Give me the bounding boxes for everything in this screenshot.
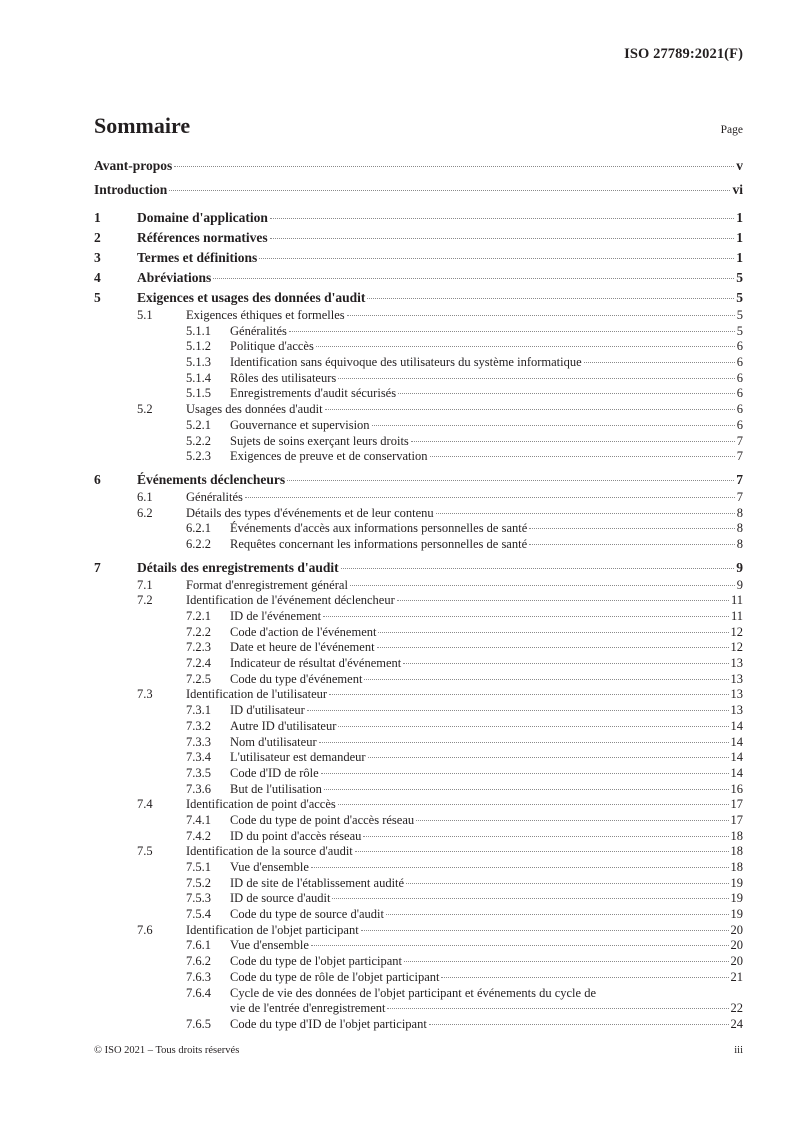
dot-leader bbox=[429, 1024, 729, 1025]
toc-entry-number: 7.2.3 bbox=[186, 640, 211, 655]
toc-entry-number: 5.1.3 bbox=[186, 355, 211, 370]
toc-entry-title: Références normatives bbox=[137, 230, 268, 245]
toc-entry-number: 7.6.3 bbox=[186, 969, 211, 984]
toc-entry-7-1[interactable] bbox=[94, 578, 743, 594]
toc-entry-page: 1 bbox=[736, 250, 743, 265]
toc-entry-page: 20 bbox=[730, 954, 743, 969]
toc-entry-7[interactable] bbox=[94, 558, 743, 578]
toc-entry-6-2[interactable] bbox=[94, 506, 743, 522]
dot-leader bbox=[169, 190, 730, 191]
toc-entry-5-2-3[interactable] bbox=[94, 449, 743, 465]
toc-entry-5-2-1[interactable] bbox=[94, 418, 743, 434]
toc-entry-page: 1 bbox=[736, 230, 743, 245]
toc-entry-title: Format d'enregistrement général bbox=[186, 577, 348, 592]
toc-entry-page: 16 bbox=[730, 781, 743, 796]
table-of-contents bbox=[94, 156, 743, 1033]
toc-entry-title: Autre ID d'utilisateur bbox=[230, 718, 337, 733]
toc-entry-number: 6.2.2 bbox=[186, 536, 211, 551]
toc-entry-7-6-3[interactable] bbox=[94, 970, 743, 986]
toc-entry-title: Introduction bbox=[94, 182, 168, 197]
toc-entry-page: 6 bbox=[736, 339, 743, 354]
dot-leader bbox=[430, 456, 735, 457]
dot-leader bbox=[355, 851, 729, 852]
toc-entry-page: 5 bbox=[736, 308, 743, 322]
dot-leader bbox=[259, 258, 734, 259]
toc-entry-title-line-2: vie de l'entrée d'enregistrement bbox=[230, 1001, 386, 1016]
dot-leader bbox=[289, 331, 735, 332]
toc-entry-title: Indicateur de résultat d'événement bbox=[230, 656, 402, 671]
toc-entry-5-1[interactable] bbox=[94, 308, 743, 324]
page-number: iii bbox=[734, 1045, 743, 1056]
dot-leader bbox=[372, 425, 735, 426]
toc-entry-title: Avant-propos bbox=[94, 158, 173, 173]
toc-entry-number: 6.2.1 bbox=[186, 521, 211, 536]
dot-leader bbox=[441, 977, 728, 978]
toc-entry-number: 5.1.4 bbox=[186, 370, 211, 385]
toc-entry-7-5-1[interactable] bbox=[94, 860, 743, 876]
toc-entry-title: Domaine d'application bbox=[137, 210, 268, 225]
toc-entry-title: ID du point d'accès réseau bbox=[230, 828, 362, 843]
toc-entry-7-2-4[interactable] bbox=[94, 656, 743, 672]
toc-entry-number: 7 bbox=[94, 559, 101, 575]
toc-entry-number: 7.6 bbox=[137, 922, 153, 937]
toc-entry-avant-propos[interactable] bbox=[94, 156, 743, 180]
toc-entry-page: 18 bbox=[730, 844, 743, 859]
toc-entry-5-1-5[interactable] bbox=[94, 386, 743, 402]
toc-entry-title: L'utilisateur est demandeur bbox=[230, 750, 366, 765]
dot-leader bbox=[404, 961, 729, 962]
toc-entry-number: 7.6.1 bbox=[186, 938, 211, 953]
toc-entry-page: 20 bbox=[730, 938, 743, 953]
toc-entry-6-2-1[interactable] bbox=[94, 521, 743, 537]
toc-entry-title: Généralités bbox=[230, 323, 287, 338]
toc-entry-7-3-5[interactable] bbox=[94, 766, 743, 782]
toc-entry-7-2-3[interactable] bbox=[94, 640, 743, 656]
toc-entry-7-4-2[interactable] bbox=[94, 829, 743, 845]
toc-entry-page: 8 bbox=[736, 521, 743, 536]
dot-leader bbox=[321, 773, 729, 774]
dot-leader bbox=[529, 528, 734, 529]
toc-entry-number: 7.3.1 bbox=[186, 703, 211, 718]
toc-entry-5-1-2[interactable] bbox=[94, 339, 743, 355]
toc-entry-title: Détails des enregistrements d'audit bbox=[137, 559, 339, 575]
toc-entry-number: 7.5.1 bbox=[186, 860, 211, 874]
dot-leader bbox=[406, 883, 728, 884]
toc-entry-page: 19 bbox=[730, 875, 743, 890]
toc-entry-5-1-4[interactable] bbox=[94, 371, 743, 387]
toc-entry-page: 8 bbox=[736, 505, 743, 520]
toc-entry-7-5-3[interactable] bbox=[94, 891, 743, 907]
toc-entry-title: Généralités bbox=[186, 489, 243, 504]
toc-entry-number: 4 bbox=[94, 270, 101, 285]
toc-entry-page: 11 bbox=[730, 609, 743, 623]
toc-entry-number: 7.6.4 bbox=[186, 985, 211, 1000]
title-row bbox=[94, 113, 743, 139]
dot-leader bbox=[329, 694, 728, 695]
toc-entry-7-3-4[interactable] bbox=[94, 750, 743, 766]
toc-entry-7-3-6[interactable] bbox=[94, 782, 743, 798]
toc-entry-title: ID de source d'audit bbox=[230, 891, 331, 906]
dot-leader bbox=[367, 298, 734, 299]
dot-leader bbox=[411, 441, 735, 442]
toc-entry-7-3-1[interactable] bbox=[94, 703, 743, 719]
toc-entry-number: 5.1 bbox=[137, 308, 153, 322]
dot-leader bbox=[270, 218, 734, 219]
page-footer bbox=[94, 1045, 743, 1056]
toc-entry-number: 7.3.2 bbox=[186, 718, 211, 733]
dot-leader bbox=[363, 836, 728, 837]
toc-entry-number: 6.2 bbox=[137, 505, 153, 520]
toc-entry-3[interactable] bbox=[94, 248, 743, 268]
toc-entry-title: Code du type de point d'accès réseau bbox=[230, 812, 415, 827]
toc-entry-number: 5.1.2 bbox=[186, 339, 211, 354]
toc-entry-page: 13 bbox=[730, 687, 743, 702]
toc-entry-title: Code du type de l'objet participant bbox=[230, 954, 402, 969]
toc-entry-page: 6 bbox=[736, 355, 743, 370]
toc-entry-number: 6.1 bbox=[137, 489, 153, 504]
toc-entry-number: 7.5.2 bbox=[186, 875, 211, 890]
toc-entry-7-6[interactable] bbox=[94, 923, 743, 939]
toc-entry-number: 3 bbox=[94, 250, 101, 265]
toc-entry-title: Identification de l'objet participant bbox=[186, 922, 359, 937]
toc-entry-7-5-4[interactable] bbox=[94, 907, 743, 923]
toc-entry-7-3[interactable] bbox=[94, 687, 743, 703]
toc-entry-title: Usages des données d'audit bbox=[186, 402, 323, 417]
dot-leader bbox=[398, 393, 735, 394]
toc-entry-page: 19 bbox=[730, 907, 743, 922]
toc-entry-page: 18 bbox=[730, 828, 743, 843]
dot-leader bbox=[361, 930, 729, 931]
toc-entry-number: 7.4.1 bbox=[186, 812, 211, 827]
toc-entry-6-2-2[interactable] bbox=[94, 537, 743, 553]
toc-entry-title: Détails des types d'événements et de leur contenu bbox=[186, 505, 434, 520]
toc-entry-7-4[interactable] bbox=[94, 797, 743, 813]
toc-entry-page: 13 bbox=[730, 703, 743, 718]
toc-entry-introduction[interactable] bbox=[94, 180, 743, 204]
toc-entry-title-line-1: Cycle de vie des données de l'objet participant et événements du cycle de bbox=[230, 985, 597, 1000]
toc-entry-page: 24 bbox=[730, 1016, 743, 1031]
toc-entry-page: 14 bbox=[730, 750, 743, 765]
toc-entry-number: 1 bbox=[94, 210, 101, 225]
toc-entry-title: Sujets de soins exerçant leurs droits bbox=[230, 433, 409, 448]
toc-entry-page: 5 bbox=[736, 290, 743, 305]
toc-entry-title-line-2-row bbox=[230, 1001, 743, 1017]
toc-entry-page: 5 bbox=[736, 270, 743, 285]
toc-entry-title: Requêtes concernant les informations personnelles de santé bbox=[230, 536, 528, 551]
toc-entry-title: Exigences éthiques et formelles bbox=[186, 308, 345, 322]
toc-entry-7-2-2[interactable] bbox=[94, 625, 743, 641]
toc-entry-title: Code d'action de l'événement bbox=[230, 624, 377, 639]
toc-entry-number: 7.6.5 bbox=[186, 1016, 211, 1031]
dot-leader bbox=[584, 362, 735, 363]
toc-entry-title: Vue d'ensemble bbox=[230, 938, 309, 953]
toc-entry-7-2-1[interactable] bbox=[94, 609, 743, 625]
dot-leader bbox=[245, 497, 735, 498]
toc-entry-page: 19 bbox=[730, 891, 743, 906]
toc-entry-title: Exigences de preuve et de conservation bbox=[230, 449, 428, 464]
dot-leader bbox=[338, 726, 728, 727]
dot-leader bbox=[311, 945, 729, 946]
toc-entry-number: 7.3 bbox=[137, 687, 153, 702]
page-title: Sommaire bbox=[94, 113, 191, 138]
toc-entry-number: 7.3.3 bbox=[186, 734, 211, 749]
toc-entry-title: ID de site de l'établissement audité bbox=[230, 875, 405, 890]
toc-entry-title: Code du type d'ID de l'objet participant bbox=[230, 1016, 427, 1031]
toc-entry-6[interactable] bbox=[94, 470, 743, 490]
toc-entry-number: 5.2 bbox=[137, 402, 153, 417]
dot-leader bbox=[174, 166, 734, 167]
toc-entry-title: Nom d'utilisateur bbox=[230, 734, 317, 749]
toc-entry-1[interactable] bbox=[94, 208, 743, 228]
toc-entry-number: 7.2 bbox=[137, 593, 153, 608]
dot-leader bbox=[397, 600, 729, 601]
toc-entry-number: 6 bbox=[94, 471, 101, 487]
toc-entry-page: 5 bbox=[736, 323, 743, 338]
toc-entry-number: 7.1 bbox=[137, 577, 153, 592]
toc-entry-7-3-3[interactable] bbox=[94, 735, 743, 751]
toc-entry-page: 14 bbox=[730, 765, 743, 780]
toc-entry-page: 7 bbox=[736, 471, 743, 487]
toc-entry-title: Identification de l'événement déclencheur bbox=[186, 593, 395, 608]
toc-entry-title: ID de l'événement bbox=[230, 609, 322, 623]
dot-leader bbox=[377, 647, 729, 648]
dot-leader bbox=[347, 315, 735, 316]
toc-entry-5-2[interactable] bbox=[94, 402, 743, 418]
dot-leader bbox=[386, 914, 729, 915]
dot-leader bbox=[436, 513, 735, 514]
toc-entry-6-1[interactable] bbox=[94, 490, 743, 506]
toc-entry-number: 7.3.6 bbox=[186, 781, 211, 796]
toc-entry-page: 8 bbox=[736, 536, 743, 551]
toc-entry-title: Code du type de source d'audit bbox=[230, 907, 384, 922]
toc-entry-title: Politique d'accès bbox=[230, 339, 314, 354]
toc-entry-page: 14 bbox=[730, 734, 743, 749]
toc-entry-title: But de l'utilisation bbox=[230, 781, 322, 796]
toc-entry-page: 12 bbox=[730, 640, 743, 655]
toc-entry-title: Événements déclencheurs bbox=[137, 471, 286, 487]
toc-entry-5-2-2[interactable] bbox=[94, 434, 743, 450]
toc-entry-page: 20 bbox=[730, 922, 743, 937]
toc-entry-title: Vue d'ensemble bbox=[230, 860, 309, 874]
dot-leader bbox=[307, 710, 729, 711]
toc-entry-title: Identification de l'utilisateur bbox=[186, 687, 328, 702]
toc-entry-page: 18 bbox=[730, 860, 743, 874]
toc-entry-wrapped-title bbox=[230, 986, 743, 1017]
toc-entry-page: 6 bbox=[736, 402, 743, 417]
dot-leader bbox=[338, 378, 735, 379]
toc-entry-page: 13 bbox=[730, 656, 743, 671]
dot-leader bbox=[332, 898, 728, 899]
toc-entry-title: Date et heure de l'événement bbox=[230, 640, 375, 655]
dot-leader bbox=[287, 480, 734, 481]
toc-entry-page: 21 bbox=[730, 969, 743, 984]
toc-entry-page: 7 bbox=[736, 433, 743, 448]
copyright-notice: © ISO 2021 – Tous droits réservés bbox=[94, 1045, 240, 1056]
toc-entry-title: Événements d'accès aux informations personnelles de santé bbox=[230, 521, 528, 536]
toc-entry-number: 7.3.5 bbox=[186, 765, 211, 780]
toc-entry-number: 7.5.3 bbox=[186, 891, 211, 906]
dot-leader bbox=[324, 789, 729, 790]
toc-entry-7-5[interactable] bbox=[94, 844, 743, 860]
toc-entry-number: 5.2.3 bbox=[186, 449, 211, 464]
dot-leader bbox=[529, 544, 735, 545]
toc-entry-page: 12 bbox=[730, 624, 743, 639]
toc-entry-page: 14 bbox=[730, 718, 743, 733]
toc-entry-title: Code d'ID de rôle bbox=[230, 765, 319, 780]
toc-entry-page: 11 bbox=[730, 593, 743, 608]
document-id: ISO 27789:2021(F) bbox=[624, 46, 743, 62]
toc-entry-title: Gouvernance et supervision bbox=[230, 417, 370, 432]
dot-leader bbox=[378, 632, 728, 633]
toc-entry-page: 22 bbox=[730, 1001, 743, 1016]
toc-entry-number: 5 bbox=[94, 290, 101, 305]
dot-leader bbox=[213, 278, 734, 279]
dot-leader bbox=[403, 663, 728, 664]
toc-entry-title: Enregistrements d'audit sécurisés bbox=[230, 386, 397, 401]
toc-entry-5-1-3[interactable] bbox=[94, 355, 743, 371]
toc-entry-number: 7.5.4 bbox=[186, 907, 211, 922]
toc-entry-7-6-4[interactable] bbox=[94, 986, 743, 1017]
toc-entry-title: Code du type de rôle de l'objet participant bbox=[230, 969, 440, 984]
toc-entry-page: 6 bbox=[736, 417, 743, 432]
toc-entry-number: 7.2.5 bbox=[186, 671, 211, 686]
toc-entry-page: 6 bbox=[736, 386, 743, 401]
dot-leader bbox=[319, 742, 729, 743]
toc-entry-page: 17 bbox=[730, 812, 743, 827]
dot-leader bbox=[368, 757, 729, 758]
toc-entry-7-2[interactable] bbox=[94, 593, 743, 609]
dot-leader bbox=[338, 804, 729, 805]
toc-entry-page: 6 bbox=[736, 370, 743, 385]
toc-entry-title: Termes et définitions bbox=[137, 250, 258, 265]
toc-entry-page: 9 bbox=[736, 559, 743, 575]
toc-entry-page: 13 bbox=[730, 671, 743, 686]
toc-entry-title: Abréviations bbox=[137, 270, 212, 285]
toc-entry-5[interactable] bbox=[94, 288, 743, 308]
toc-entry-7-3-2[interactable] bbox=[94, 719, 743, 735]
dot-leader bbox=[350, 585, 735, 586]
toc-entry-number: 7.2.4 bbox=[186, 656, 211, 671]
dot-leader bbox=[341, 568, 735, 569]
dot-leader bbox=[416, 820, 728, 821]
toc-entry-title: Code du type d'événement bbox=[230, 671, 363, 686]
toc-entry-7-6-5[interactable] bbox=[94, 1017, 743, 1033]
toc-entry-7-6-2[interactable] bbox=[94, 954, 743, 970]
toc-entry-page: 9 bbox=[736, 577, 743, 592]
toc-entry-number: 7.5 bbox=[137, 844, 153, 859]
toc-entry-7-2-5[interactable] bbox=[94, 672, 743, 688]
dot-leader bbox=[325, 409, 735, 410]
toc-entry-page: vi bbox=[732, 182, 743, 197]
toc-entry-page: 7 bbox=[736, 489, 743, 504]
toc-entry-title: Identification de la source d'audit bbox=[186, 844, 353, 859]
toc-entry-4[interactable] bbox=[94, 268, 743, 288]
toc-entry-list bbox=[94, 208, 743, 1033]
toc-entry-number: 5.2.1 bbox=[186, 417, 211, 432]
toc-entry-7-5-2[interactable] bbox=[94, 876, 743, 892]
toc-entry-number: 2 bbox=[94, 230, 101, 245]
toc-entry-number: 7.4.2 bbox=[186, 828, 211, 843]
dot-leader bbox=[316, 346, 735, 347]
toc-entry-title: ID d'utilisateur bbox=[230, 703, 305, 718]
dot-leader bbox=[387, 1008, 728, 1009]
toc-entry-5-1-1[interactable] bbox=[94, 324, 743, 340]
toc-entry-number: 7.6.2 bbox=[186, 954, 211, 969]
toc-entry-page: v bbox=[736, 158, 743, 173]
toc-entry-number: 7.4 bbox=[137, 797, 153, 812]
toc-entry-7-4-1[interactable] bbox=[94, 813, 743, 829]
dot-leader bbox=[364, 679, 728, 680]
dot-leader bbox=[270, 238, 735, 239]
dot-leader bbox=[311, 867, 729, 868]
toc-entry-2[interactable] bbox=[94, 228, 743, 248]
dot-leader bbox=[323, 616, 729, 617]
toc-entry-page: 1 bbox=[736, 210, 743, 225]
toc-entry-title: Identification de point d'accès bbox=[186, 797, 336, 812]
toc-entry-7-6-1[interactable] bbox=[94, 938, 743, 954]
toc-entry-page: 17 bbox=[730, 797, 743, 812]
toc-entry-title: Identification sans équivoque des utilisateurs du système informatique bbox=[230, 355, 582, 370]
toc-entry-number: 5.1.1 bbox=[186, 323, 211, 338]
toc-entry-number: 7.2.2 bbox=[186, 624, 211, 639]
toc-entry-number: 7.3.4 bbox=[186, 750, 211, 765]
toc-entry-title: Exigences et usages des données d'audit bbox=[137, 290, 366, 305]
toc-entry-number: 5.2.2 bbox=[186, 433, 211, 448]
toc-entry-title: Rôles des utilisateurs bbox=[230, 370, 337, 385]
toc-entry-number: 5.1.5 bbox=[186, 386, 211, 401]
toc-entry-number: 7.2.1 bbox=[186, 609, 211, 623]
toc-entry-page: 7 bbox=[736, 449, 743, 464]
page-column-label: Page bbox=[720, 124, 743, 136]
